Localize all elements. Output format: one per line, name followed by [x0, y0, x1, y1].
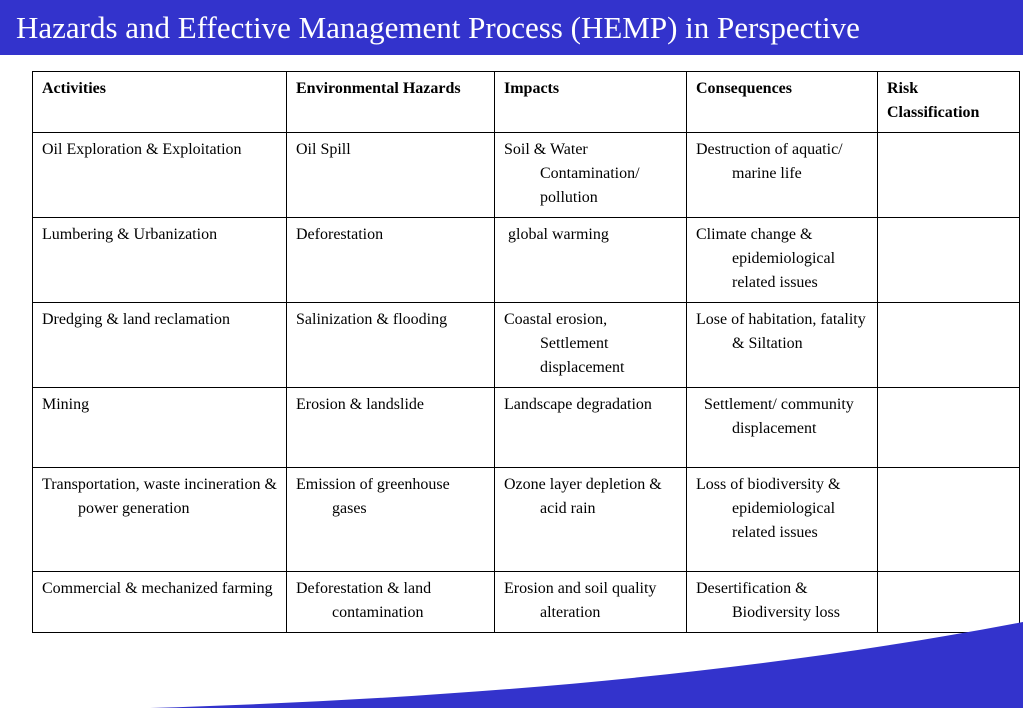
cell-consequence: Destruction of aquatic/ marine life: [687, 133, 878, 218]
cell-impact: Soil & Water Contamination/ pollution: [495, 133, 687, 218]
header-activities: Activities: [33, 72, 287, 133]
cell-hazard: Deforestation: [287, 218, 495, 303]
cell-risk: [878, 303, 1020, 388]
table-row: [33, 468, 1020, 572]
cell-consequence: Desertification & Biodiversity loss: [687, 572, 878, 633]
cell-impact: Ozone layer depletion & acid rain: [495, 468, 687, 572]
cell-consequence: Loss of biodiversity & epidemiological related issues: [687, 468, 878, 572]
cell-hazard: Oil Spill: [287, 133, 495, 218]
hemp-table: [32, 71, 1020, 633]
cell-impact: Coastal erosion, Settlement displacement: [495, 303, 687, 388]
header-consequences: Consequences: [687, 72, 878, 133]
header-environmental-hazards: Environmental Hazards: [287, 72, 495, 133]
table-row: [33, 218, 1020, 303]
table-row: [33, 388, 1020, 468]
cell-activity: Commercial & mechanized farming: [33, 572, 287, 633]
table-header-row: [33, 72, 1020, 133]
table-row: [33, 303, 1020, 388]
cell-impact: global warming: [495, 218, 687, 303]
cell-hazard: Erosion & landslide: [287, 388, 495, 468]
cell-activity: Mining: [33, 388, 287, 468]
cell-consequence: Settlement/ community displacement: [687, 388, 878, 468]
cell-risk: [878, 218, 1020, 303]
decorative-wave: [0, 600, 1023, 708]
slide-title: Hazards and Effective Management Process (HEMP) in Perspective: [16, 10, 860, 45]
cell-consequence: Lose of habitation, fatality & Siltation: [687, 303, 878, 388]
table-row: [33, 133, 1020, 218]
cell-hazard: Deforestation & land contamination: [287, 572, 495, 633]
cell-risk: [878, 133, 1020, 218]
cell-hazard: Emission of greenhouse gases: [287, 468, 495, 572]
cell-risk: [878, 468, 1020, 572]
cell-activity: Lumbering & Urbanization: [33, 218, 287, 303]
cell-impact: Erosion and soil quality alteration: [495, 572, 687, 633]
cell-impact: Landscape degradation: [495, 388, 687, 468]
cell-activity: Transportation, waste incineration & power generation: [33, 468, 287, 572]
title-bar: [0, 0, 1023, 55]
cell-activity: Dredging & land reclamation: [33, 303, 287, 388]
header-impacts: Impacts: [495, 72, 687, 133]
cell-risk: [878, 388, 1020, 468]
cell-consequence: Climate change & epidemiological related issues: [687, 218, 878, 303]
cell-hazard: Salinization & flooding: [287, 303, 495, 388]
header-risk-classification: Risk Classification: [878, 72, 1020, 133]
cell-activity: Oil Exploration & Exploitation: [33, 133, 287, 218]
